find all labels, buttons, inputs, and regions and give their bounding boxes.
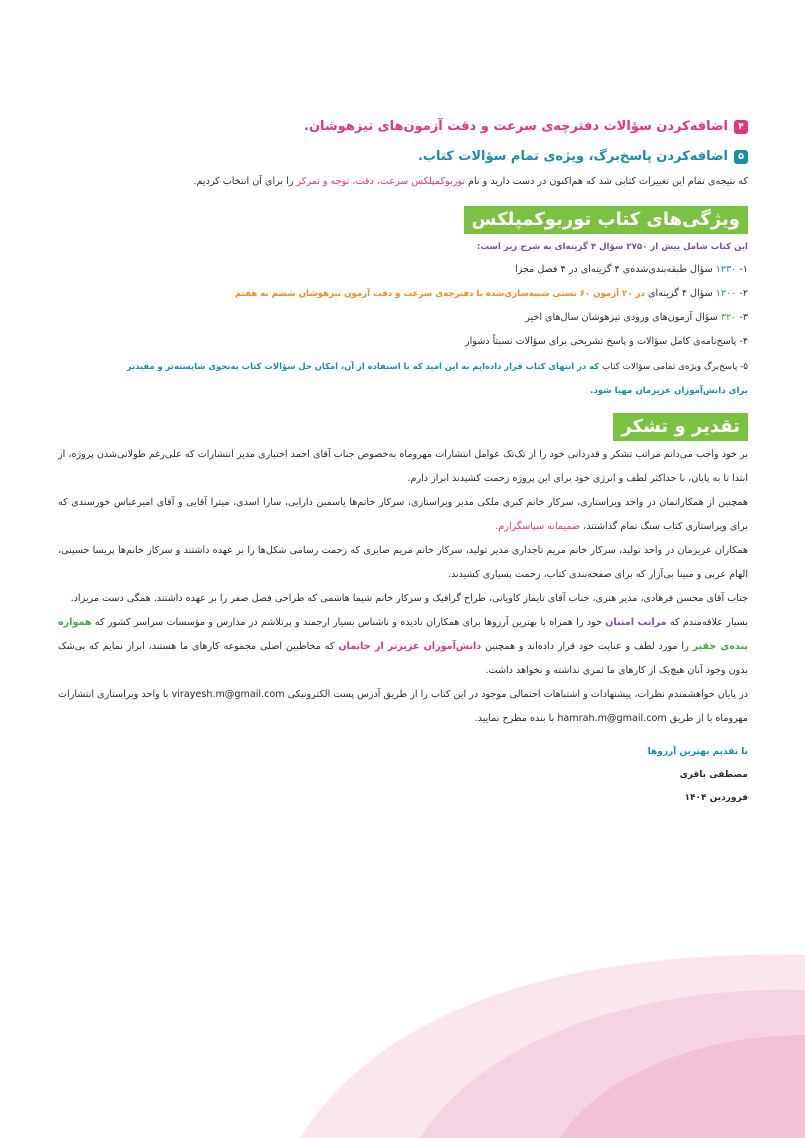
feature-item-5-continued: برای دانش‌آموزان عزیزمان مهیا شود. <box>590 386 748 396</box>
item-2-text: سؤال ۴ گزینه‌ای <box>644 288 716 299</box>
thanks-p6-a: در پایان خواهشمندم نظرات، پیشنهادات و اشتباهات احتمالی موجود در این کتاب را از طریق آدرس پست الکترونیکی <box>284 689 748 700</box>
thanks-p2-text: همچنین از همکارانمان در واحد ویراستاری، سرکار خانم کبری ملکی مدیر ویراستاری، سرکار خانم‌ها یاسمین دارابی، سارا اسدی، میترا آقایی و آقای امیرعباس خورسندی که برای ویراستاری کتاب سنگ تمام گذاشتند، <box>58 497 748 532</box>
summary-highlight: توربوکمپلکس سرعت، دقت، توجه و تمرکز <box>296 176 465 187</box>
thanks-paragraph-6 <box>58 683 748 731</box>
item-2-prefix: ۲- <box>736 288 748 299</box>
signature-wishes: با تقدیم بهترین آرزوها <box>647 747 748 757</box>
thanks-p2-highlight: صمیمانه سپاسگزارم. <box>495 521 581 532</box>
thanks-section-title: تقدیر و تشکر <box>613 413 748 441</box>
feature-item-4: ۴- پاسخ‌نامه‌ی کامل سؤالات و پاسخ تشریحی برای سؤالات نسبتاً دشوار <box>464 336 748 347</box>
author-email[interactable]: hamrah.m@gmail.com <box>557 713 667 724</box>
item-5-highlight: که در انتهای کتاب قرار داده‌ایم به این امید که با استفاده از آن، امکان حل سؤالات کتاب به‌نحوی شایسته‌تر و مفیدتر <box>126 361 602 371</box>
thanks-p6-c: با بنده مطرح نمایید. <box>474 713 558 724</box>
features-section-title: ویژگی‌های کتاب توربوکمپلکس <box>464 206 748 234</box>
item-3-prefix: ۳- <box>736 312 748 323</box>
heading-item-5 <box>58 144 748 170</box>
thanks-p5-a: بسیار علاقه‌مندم که <box>666 617 748 628</box>
summary-part1: که نتیجه‌ی تمام این تغییرات کتابی شد که هم‌اکنون در دست دارید و نام <box>465 176 748 187</box>
heading-4-text: اضافه‌کردن سؤالات دفترچه‌ی سرعت و دقت آزمون‌های تیزهوشان. <box>304 119 728 134</box>
thanks-paragraph-2 <box>58 491 748 539</box>
thanks-p5-highlight-1: مراتب امتنان <box>605 617 667 628</box>
item-1-text: سؤال طبقه‌بندی‌شده‌ی ۴ گزینه‌ای در ۴ فصل مجزا <box>514 264 716 275</box>
feature-item-2 <box>58 282 748 306</box>
thanks-p5-highlight-3: دانش‌آموزان عزیزتر از جانمان <box>338 641 482 652</box>
signature-name: مصطفی باقری <box>679 770 748 780</box>
thanks-p5-d: که مخاطبین اصلی مجموعه کارهای ما هستند، ابراز نمایم که بی‌شک بدون وجود آنان هیچ‌یک از کارهای ما ثمری نداشته و نخواهد داشت. <box>58 641 748 676</box>
number-badge-4: ۴ <box>734 120 748 134</box>
item-1-number: ۱۲۳۰ <box>715 264 737 275</box>
thanks-paragraph-5 <box>58 611 748 683</box>
page-content <box>58 114 748 810</box>
thanks-paragraph-3: همکاران عزیزمان در واحد تولید، سرکار خانم مریم تاجداری مدیر تولید، سرکار خانم مریم صابری که زحمت رسامی شکل‌ها را بر عهده داشتند و سرکار خانم‌ها پریسا حسینی، الهام عربی و مبینا بی‌آزار که برای صفحه‌بندی کتاب، زحمت بسیاری کشیدند. <box>58 545 748 580</box>
item-2-highlight: در ۲۰ آزمون ۶۰ تستی شبیه‌سازی‌شده با دفترچه‌ی سرعت و دقت آزمون تیزهوشان ششم به هفتم <box>234 289 645 299</box>
feature-item-5 <box>58 354 748 379</box>
features-intro: این کتاب شامل بیش از ۲۷۵۰ سؤال ۴ گزینه‌ای به شرح زیر است: <box>476 242 748 252</box>
thanks-p5-c: را مورد لطف و عنایت خود قرار داده‌اند و همچنین <box>481 641 693 652</box>
item-3-number: ۳۲۰ <box>720 312 737 323</box>
thanks-p5-highlight-2: همواره بنده‌ی حقیر <box>58 617 748 652</box>
feature-item-1 <box>58 258 748 282</box>
signature-block <box>58 741 748 810</box>
summary-paragraph <box>58 170 748 194</box>
item-5-text: ۵- پاسخ‌برگ ویژه‌ی تمامی سؤالات کتاب <box>601 362 748 372</box>
thanks-paragraph-4: جناب آقای محسن فرهادی، مدیر هنری، جناب آقای تایماز کاویانی، طراح گرافیک و سرکار خانم شیما هاشمی که طراحی فصل صفر را بر عهده داشتند. همگی دست مریزاد. <box>70 593 748 604</box>
thanks-paragraph-1: بر خود واجب می‌دانم مراتب تشکر و قدردانی خود را از تک‌تک عوامل انتشارات مهروماه به‌خصوص جناب آقای احمد اختیاری مدیر انتشارات که علی‌رغم طولانی‌شدن پروژه، از ابتدا تا به پایان، با حداکثر لطف و انرژی خود برای این پروژه زحمت کشیدند ابراز دارم. <box>58 449 748 484</box>
item-1-prefix: ۱- <box>736 264 748 275</box>
summary-part2: را برای آن انتخاب کردیم. <box>193 176 297 187</box>
thanks-p6-b: با واحد ویراستاری انتشارات مهروماه یا از طریق <box>58 689 748 724</box>
thanks-p5-b: خود را همراه با بهترین آرزوها برای همکاران نادیده و ناشناس بسیار ارجمند و پرتلاشم در مدارس و مؤسسات سراسر کشور که <box>91 617 606 628</box>
item-3-text: سؤال آزمون‌های ورودی تیزهوشان سال‌های اخیر <box>525 312 721 323</box>
heading-5-text: اضافه‌کردن پاسخ‌برگ، ویژه‌ی تمام سؤالات کتاب. <box>417 149 728 164</box>
feature-item-3 <box>58 306 748 330</box>
number-badge-5: ۵ <box>734 150 748 164</box>
heading-item-4 <box>58 114 748 140</box>
item-2-number: ۱۲۰۰ <box>715 288 737 299</box>
editorial-email[interactable]: virayesh.m@gmail.com <box>171 689 285 700</box>
signature-date: فروردین ۱۴۰۴ <box>684 793 748 803</box>
